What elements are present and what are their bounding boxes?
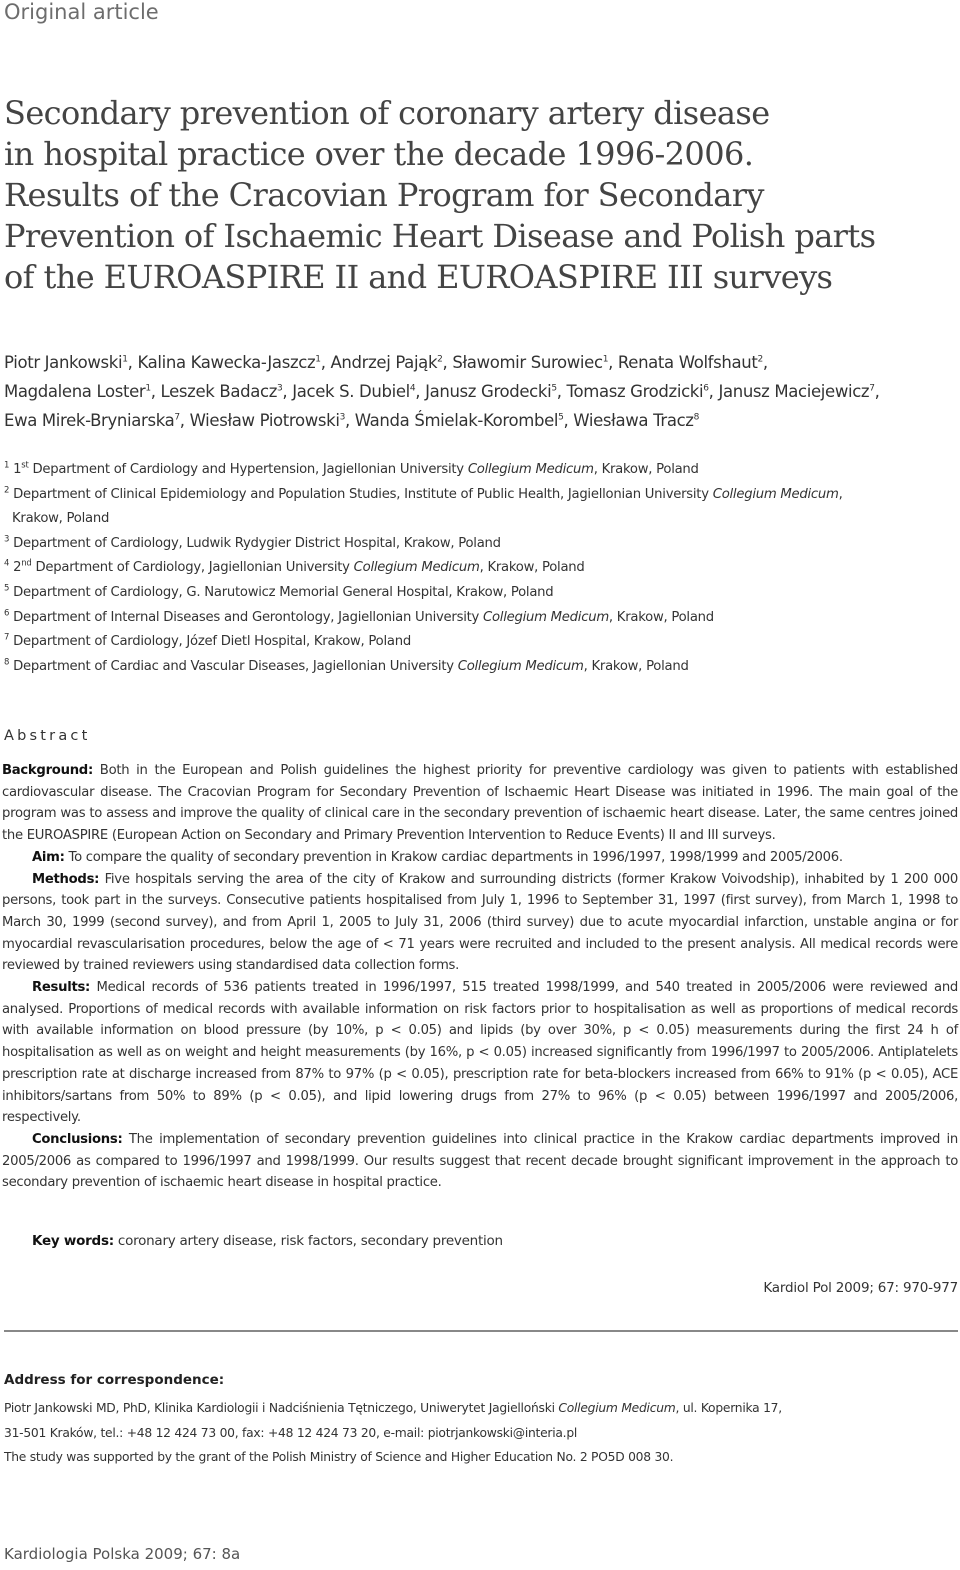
abstract-results: Results: Medical records of 536 patients treated in 1996/1997, 515 treated 1998/1999, and 540 treated in 2005/2006 were reviewed and analysed. Proportions of medical records with available information on risk factors prior to hospitalisation as well as proportions of medical records with available information on blood pressure (by 10%, p < 0.05) and lipids (by over 30%, p < 0.05) measurements during the first 24 h of hospitalisation as well as on weight and height measurements (by 16%, p < 0.05) increased significantly from 1996/1997 to 2005/2006. Antiplatelets prescription rate at discharge increased from 87% to 97% (p < 0.05), prescription rate for beta-blockers increased from 66% to 91% (p < 0.05), ACE inhibitors/sartans from 50% to 89% (p < 0.05), and lipid lowering drugs from 27% to 96% (p < 0.05) between 1996/1997 and 2005/2006, respectively. [2, 980, 958, 1126]
correspondence-body [4, 1396, 958, 1470]
affiliation: $^5$ Department of Cardiology, G. Narutowicz Memorial General Hospital, Krakow, Poland [4, 583, 554, 600]
affiliation: $^6$ Department of Internal Diseases and Gerontology, Jagiellonian University Collegium Medicum, Krakow, Poland [4, 608, 714, 625]
author: Piotr Jankowski$^1$ [4, 353, 128, 372]
author: Jacek S. Dubiel$^4$ [292, 382, 416, 401]
abstract-conclusions: Conclusions: The implementation of secondary prevention guidelines into clinical practice in the Krakow cardiac departments improved in 2005/2006 as compared to 1996/1997 and 1998/1999. Our results suggest that recent decade brought significant improvement in the approach to secondary prevention of ischaemic heart disease in hospital practice. [2, 1131, 958, 1191]
title-line: of the EUROASPIRE II and EUROASPIRE III surveys [4, 258, 833, 296]
author: Magdalena Loster$^1$ [4, 382, 151, 401]
title-line: in hospital practice over the decade 1996-2006. [4, 135, 754, 173]
keywords: Key words: coronary artery disease, risk factors, secondary prevention [32, 1233, 503, 1249]
author: Ewa Mirek-Bryniarska$^7$ [4, 411, 180, 430]
author: Janusz Grodecki$^5$ [425, 382, 557, 401]
affiliation: $^1$ 1st Department of Cardiology and Hypertension, Jagiellonian University Collegium Medicum, Krakow, Poland [4, 460, 699, 477]
author: Wanda Śmielak-Korombel$^5$ [354, 411, 564, 430]
affiliation-continued: Krakow, Poland [12, 511, 110, 527]
author-list: Piotr Jankowski$^1$, Kalina Kawecka-Jaszcz$^1$, Andrzej Pająk$^2$, Sławomir Surowiec$^1$, Renata Wolfshaut$^2$, Magdalena Loster$^1$, Leszek Badacz$^3$, Jacek S. Dubiel$^4$, Janusz Grodecki$^5$, Tomasz Grodzicki$^6$, Janusz Maciejewicz$^7$, Ewa Mirek-Bryniarska$^7$, Wiesław Piotrowski$^3$, Wanda Śmielak-Korombel$^5$, Wiesława Tracz$^8$ [4, 353, 880, 430]
title-line: Results of the Cracovian Program for Secondary [4, 176, 764, 214]
abstract-body [2, 760, 958, 1194]
author: Sławomir Surowiec$^1$ [452, 353, 609, 372]
section-label: Original article [4, 0, 159, 24]
correspondence-contact: 31-501 Kraków, tel.: +48 12 424 73 00, fax: +48 12 424 73 20, e-mail: piotrjankowski@interia.pl [4, 1425, 578, 1440]
affiliation: $^2$ Department of Clinical Epidemiology and Population Studies, Institute of Public Health, Jagiellonian University Collegium Medicum, [4, 485, 843, 502]
author: Janusz Maciejewicz$^7$ [718, 382, 875, 401]
abstract-methods: Methods: Five hospitals serving the area of the city of Krakow and surrounding districts (former Krakow Voivodship), inhabited by 1 200 000 persons, took part in the surveys. Consecutive patients hospitalised from July 1, 1996 to September 31, 1997 (first survey), from March 1, 1998 to March 30, 1999 (second survey), and from April 1, 2005 to July 31, 2006 (third survey) due to acute myocardial infarction, unstable angina or for myocardial revascularisation procedures, below the age of < 71 years were recruited and included to the present analysis. All medical records were reviewed by trained reviewers using standardised data collection forms. [2, 871, 958, 974]
affiliation: $^3$ Department of Cardiology, Ludwik Rydygier District Hospital, Krakow, Poland [4, 534, 501, 551]
citation: Kardiol Pol 2009; 67: 970-977 [763, 1280, 958, 1296]
author: Tomasz Grodzicki$^6$ [566, 382, 709, 401]
abstract-aim: Aim: To compare the quality of secondary prevention in Krakow cardiac departments in 1996/1997, 1998/1999 and 2005/2006. [32, 849, 843, 865]
divider [4, 1330, 958, 1332]
article-title [4, 93, 954, 298]
affiliation: $^7$ Department of Cardiology, Józef Dietl Hospital, Krakow, Poland [4, 632, 411, 650]
abstract-background: Background: Both in the European and Polish guidelines the highest priority for preventive cardiology was given to patients with established cardiovascular disease. The Cracovian Program for Secondary Prevention of Ischaemic Heart Disease was initiated in 1996. The main goal of the program was to assess and improve the quality of clinical care in the secondary prevention of ischaemic heart disease. Later, the same centres joined the EUROASPIRE (European Action on Secondary and Primary Prevention Intervention to Reduce Events) II and III surveys. [2, 763, 958, 844]
grant-note: The study was supported by the grant of the Polish Ministry of Science and Higher Education No. 2 PO5D 008 30. [4, 1450, 674, 1464]
affiliation: $^4$ 2nd Department of Cardiology, Jagiellonian University Collegium Medicum, Krakow, Poland [4, 558, 585, 576]
affiliation-list [4, 458, 954, 679]
author: Wiesława Tracz$^8$ [573, 411, 700, 430]
abstract-heading: Abstract [4, 728, 91, 744]
correspondence-address: Piotr Jankowski MD, PhD, Klinika Kardiologii i Nadciśnienia Tętniczego, Uniwerytet Jagielloński Collegium Medicum, ul. Kopernika 17, [4, 1401, 782, 1415]
affiliation: $^8$ Department of Cardiac and Vascular Diseases, Jagiellonian University Collegium Medicum, Krakow, Poland [4, 657, 689, 674]
author: Renata Wolfshaut$^2$ [617, 353, 763, 372]
correspondence-heading: Address for correspondence: [4, 1372, 225, 1388]
author: Leszek Badacz$^3$ [160, 382, 283, 401]
title-line: Secondary prevention of coronary artery disease [4, 94, 770, 132]
author: Kalina Kawecka-Jaszcz$^1$ [137, 353, 321, 372]
journal-footer: Kardiologia Polska 2009; 67: 8a [4, 1545, 241, 1563]
author: Andrzej Pająk$^2$ [330, 353, 443, 372]
title-line: Prevention of Ischaemic Heart Disease and Polish parts [4, 217, 876, 255]
author: Wiesław Piotrowski$^3$ [189, 411, 345, 430]
